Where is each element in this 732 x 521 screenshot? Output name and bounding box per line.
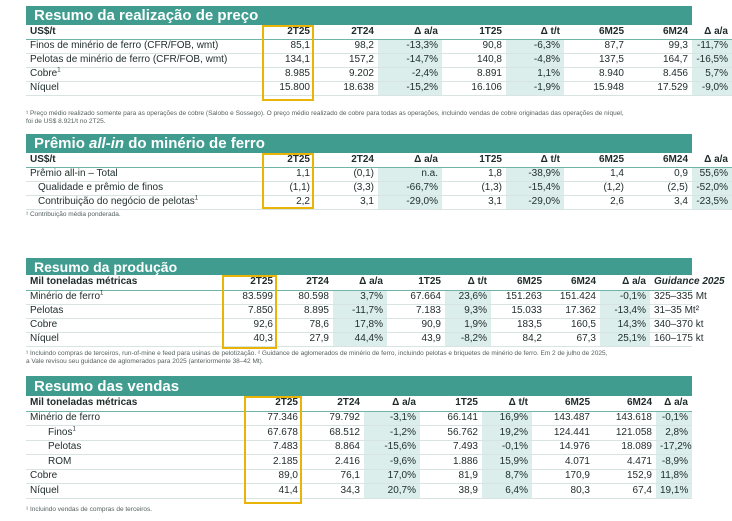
premium-cell: -38,9% bbox=[506, 167, 564, 181]
sales-cell: 66.141 bbox=[420, 411, 482, 426]
premium-cell: -29,0% bbox=[378, 195, 442, 209]
sales-row-label: ROM bbox=[26, 455, 244, 470]
sales-cell: 2.416 bbox=[302, 455, 364, 470]
sales-col-header: 6M25 bbox=[532, 396, 594, 411]
premium-cell: -66,7% bbox=[378, 181, 442, 195]
premium-row bbox=[26, 195, 732, 209]
price-cell: 17.529 bbox=[628, 81, 692, 95]
production-cell: -13,4% bbox=[600, 304, 650, 318]
premium-cell: 55,6% bbox=[692, 167, 732, 181]
premium-row bbox=[26, 181, 732, 195]
sales-cell: 143.618 bbox=[594, 411, 656, 426]
sales-cell: 8,7% bbox=[482, 469, 532, 484]
premium-cell: 1,4 bbox=[564, 167, 628, 181]
sales-title bbox=[26, 376, 692, 396]
sales-row bbox=[26, 440, 692, 455]
price-footnote bbox=[26, 110, 692, 126]
production-cell: -11,7% bbox=[333, 304, 387, 318]
production-cell: 8.895 bbox=[277, 304, 333, 318]
production-col-header: Guidance 2025 bbox=[650, 275, 692, 290]
premium-col-header: Δ t/t bbox=[506, 153, 564, 167]
sales-cell: 81,9 bbox=[420, 469, 482, 484]
sales-cell: 77.346 bbox=[244, 411, 302, 426]
production-cell: 44,4% bbox=[333, 332, 387, 346]
price-cell: 137,5 bbox=[564, 53, 628, 67]
premium-header-row bbox=[26, 153, 732, 167]
premium-footnote-line1: ¹ Contribuição média ponderada. bbox=[26, 211, 121, 218]
price-cell: -13,3% bbox=[378, 39, 442, 53]
production-cell: -0,1% bbox=[600, 290, 650, 304]
sales-title-text: Resumo das vendas bbox=[34, 377, 180, 395]
premium-cell: (1,3) bbox=[442, 181, 506, 195]
sales-cell: 38,9 bbox=[420, 484, 482, 499]
price-cell: 140,8 bbox=[442, 53, 506, 67]
production-cell: 183,5 bbox=[491, 318, 546, 332]
price-cell: 18.638 bbox=[314, 81, 378, 95]
sales-cell: 170,9 bbox=[532, 469, 594, 484]
sales-row-label: Níquel bbox=[26, 484, 244, 499]
production-row bbox=[26, 318, 692, 332]
sales-footnote bbox=[26, 506, 692, 514]
production-cell: 40,3 bbox=[222, 332, 277, 346]
sales-cell: -3,1% bbox=[364, 411, 420, 426]
production-cell: 15.033 bbox=[491, 304, 546, 318]
production-cell: 7.183 bbox=[387, 304, 445, 318]
premium-col-header: 6M25 bbox=[564, 153, 628, 167]
premium-col-header: Δ a/a bbox=[692, 153, 732, 167]
production-col-header: 6M25 bbox=[491, 275, 546, 290]
premium-title-em: all-in bbox=[89, 135, 125, 152]
production-row-label: Minério de ferro$^1$ bbox=[26, 290, 222, 304]
sales-cell: 143.487 bbox=[532, 411, 594, 426]
price-cell: 8.940 bbox=[564, 67, 628, 81]
price-cell: -1,9% bbox=[506, 81, 564, 95]
production-cell: 9,3% bbox=[445, 304, 491, 318]
price-cell: -14,7% bbox=[378, 53, 442, 67]
sales-cell: -17,2% bbox=[656, 440, 692, 455]
sales-cell: 68.512 bbox=[302, 426, 364, 441]
production-cell: 1,9% bbox=[445, 318, 491, 332]
price-title bbox=[26, 6, 692, 25]
premium-table bbox=[26, 153, 732, 210]
production-col-header: Mil toneladas métricas bbox=[26, 275, 222, 290]
sales-cell: -9,6% bbox=[364, 455, 420, 470]
sales-cell: 2.185 bbox=[244, 455, 302, 470]
premium-row-label: Contribuição do negócio de pelotas$^1$ bbox=[26, 195, 262, 209]
sales-cell: 15,9% bbox=[482, 455, 532, 470]
premium-cell: n.a. bbox=[378, 167, 442, 181]
production-col-header: 2T24 bbox=[277, 275, 333, 290]
production-cell: 25,1% bbox=[600, 332, 650, 346]
sales-cell: 121.058 bbox=[594, 426, 656, 441]
sales-cell: 67,4 bbox=[594, 484, 656, 499]
sales-col-header: Δ a/a bbox=[364, 396, 420, 411]
price-footnote-line2: foi de US$ 8.921/t no 2T25. bbox=[26, 118, 106, 125]
production-cell: 325–335 Mt bbox=[650, 290, 692, 304]
production-cell: 160,5 bbox=[546, 318, 600, 332]
sales-cell: 2,8% bbox=[656, 426, 692, 441]
sales-cell: 6,4% bbox=[482, 484, 532, 499]
price-table bbox=[26, 25, 732, 96]
price-cell: 8.985 bbox=[262, 67, 314, 81]
price-cell: 99,3 bbox=[628, 39, 692, 53]
price-col-header: 2T25 bbox=[262, 25, 314, 39]
price-section bbox=[26, 6, 728, 96]
production-col-header: Δ a/a bbox=[333, 275, 387, 290]
premium-cell: 1,8 bbox=[442, 167, 506, 181]
sales-row-label: Minério de ferro bbox=[26, 411, 244, 426]
premium-cell: 1,1 bbox=[262, 167, 314, 181]
production-cell: 160–175 kt bbox=[650, 332, 692, 346]
price-cell: 87,7 bbox=[564, 39, 628, 53]
sales-cell: 11,8% bbox=[656, 469, 692, 484]
production-row-label: Pelotas bbox=[26, 304, 222, 318]
sales-col-header: 2T24 bbox=[302, 396, 364, 411]
price-cell: 16.106 bbox=[442, 81, 506, 95]
production-cell: 17,8% bbox=[333, 318, 387, 332]
premium-col-header: 6M24 bbox=[628, 153, 692, 167]
sales-cell: 20,7% bbox=[364, 484, 420, 499]
sales-cell: -15,6% bbox=[364, 440, 420, 455]
sales-cell: 7.493 bbox=[420, 440, 482, 455]
price-row-label: Pelotas de minério de ferro (CFR/FOB, wmt) bbox=[26, 53, 262, 67]
production-cell: 23,6% bbox=[445, 290, 491, 304]
production-cell: 83.599 bbox=[222, 290, 277, 304]
price-cell: 9.202 bbox=[314, 67, 378, 81]
sales-cell: 41,4 bbox=[244, 484, 302, 499]
production-section bbox=[26, 258, 725, 347]
sales-cell: 8.864 bbox=[302, 440, 364, 455]
price-row-label: Finos de minério de ferro (CFR/FOB, wmt) bbox=[26, 39, 262, 53]
price-cell: 98,2 bbox=[314, 39, 378, 53]
price-cell: -2,4% bbox=[378, 67, 442, 81]
sales-cell: 67.678 bbox=[244, 426, 302, 441]
sales-cell: -1,2% bbox=[364, 426, 420, 441]
price-cell: -6,3% bbox=[506, 39, 564, 53]
sales-col-header: Δ a/a bbox=[656, 396, 692, 411]
price-col-header: 2T24 bbox=[314, 25, 378, 39]
production-col-header: 2T25 bbox=[222, 275, 277, 290]
price-cell: 5,7% bbox=[692, 67, 732, 81]
sales-header-row bbox=[26, 396, 692, 411]
price-row bbox=[26, 53, 732, 67]
production-cell: 43,9 bbox=[387, 332, 445, 346]
production-row-footnote-mark: 1 bbox=[100, 290, 104, 297]
production-cell: 84,2 bbox=[491, 332, 546, 346]
production-cell: 90,9 bbox=[387, 318, 445, 332]
price-title-text: Resumo da realização de preço bbox=[34, 7, 259, 24]
sales-cell: 16,9% bbox=[482, 411, 532, 426]
production-cell: 340–370 kt bbox=[650, 318, 692, 332]
production-cell: 7.850 bbox=[222, 304, 277, 318]
premium-cell: -15,4% bbox=[506, 181, 564, 195]
production-title bbox=[26, 258, 692, 275]
price-cell: 1,1% bbox=[506, 67, 564, 81]
premium-col-header: US$/t bbox=[26, 153, 262, 167]
sales-cell: 76,1 bbox=[302, 469, 364, 484]
price-cell: 90,8 bbox=[442, 39, 506, 53]
sales-col-header: 6M24 bbox=[594, 396, 656, 411]
price-row-label: Cobre$^1$ bbox=[26, 67, 262, 81]
production-cell: 151.424 bbox=[546, 290, 600, 304]
sales-row-label: Pelotas bbox=[26, 440, 244, 455]
premium-cell: 3,1 bbox=[442, 195, 506, 209]
price-cell: -16,5% bbox=[692, 53, 732, 67]
price-cell: 164,7 bbox=[628, 53, 692, 67]
sales-cell: 19,1% bbox=[656, 484, 692, 499]
sales-cell: 14.976 bbox=[532, 440, 594, 455]
sales-cell: 19,2% bbox=[482, 426, 532, 441]
sales-cell: 18.089 bbox=[594, 440, 656, 455]
premium-row bbox=[26, 167, 732, 181]
production-col-header: 6M24 bbox=[546, 275, 600, 290]
production-footnote-line2: a Vale revisou seu guidance de aglomerados para 2025 (anteriormente 38–42 Mt). bbox=[26, 358, 264, 365]
production-cell: 31–35 Mt² bbox=[650, 304, 692, 318]
premium-cell: -23,5% bbox=[692, 195, 732, 209]
production-row bbox=[26, 290, 692, 304]
sales-cell: 124.441 bbox=[532, 426, 594, 441]
price-col-header: Δ a/a bbox=[692, 25, 732, 39]
production-cell: 14,3% bbox=[600, 318, 650, 332]
production-row-label: Cobre bbox=[26, 318, 222, 332]
production-cell: 92,6 bbox=[222, 318, 277, 332]
production-cell: 27,9 bbox=[277, 332, 333, 346]
premium-cell: (1,2) bbox=[564, 181, 628, 195]
sales-cell: 4.471 bbox=[594, 455, 656, 470]
production-row bbox=[26, 332, 692, 346]
sales-cell: 4.071 bbox=[532, 455, 594, 470]
price-col-header: 6M24 bbox=[628, 25, 692, 39]
price-cell: 85,1 bbox=[262, 39, 314, 53]
sales-row-label: Finos$^1$ bbox=[26, 426, 244, 441]
sales-col-header: 2T25 bbox=[244, 396, 302, 411]
sales-cell: 1.886 bbox=[420, 455, 482, 470]
price-row bbox=[26, 81, 732, 95]
price-cell: -4,8% bbox=[506, 53, 564, 67]
production-row bbox=[26, 304, 692, 318]
price-row-label: Níquel bbox=[26, 81, 262, 95]
sales-col-header: Δ t/t bbox=[482, 396, 532, 411]
sales-row bbox=[26, 484, 692, 499]
production-table bbox=[26, 275, 725, 347]
premium-row-label: Prêmio all-in – Total bbox=[26, 167, 262, 181]
premium-footnote bbox=[26, 211, 692, 219]
premium-cell: -29,0% bbox=[506, 195, 564, 209]
sales-table bbox=[26, 396, 692, 499]
price-col-header: Δ t/t bbox=[506, 25, 564, 39]
premium-cell: (2,5) bbox=[628, 181, 692, 195]
premium-title-post: do minério de ferro bbox=[124, 135, 265, 152]
production-footnote-line1: ¹ Incluindo compras de terceiros, run-of-mine e feed para usinas de pelotização. ² Guidance de aglomerados de minério de ferro, incluindo pelotas e briquetes de minério de ferro. Em 2 de julho de 2025, bbox=[26, 350, 608, 357]
sales-row bbox=[26, 469, 692, 484]
premium-cell: 0,9 bbox=[628, 167, 692, 181]
sales-cell: 152,9 bbox=[594, 469, 656, 484]
sales-col-header: Mil toneladas métricas bbox=[26, 396, 244, 411]
production-col-header: Δ t/t bbox=[445, 275, 491, 290]
sales-cell: 56.762 bbox=[420, 426, 482, 441]
sales-row bbox=[26, 411, 692, 426]
sales-cell: -0,1% bbox=[656, 411, 692, 426]
production-col-header: Δ a/a bbox=[600, 275, 650, 290]
price-col-header: 6M25 bbox=[564, 25, 628, 39]
production-row-label: Níquel bbox=[26, 332, 222, 346]
production-cell: 3,7% bbox=[333, 290, 387, 304]
price-col-header: Δ a/a bbox=[378, 25, 442, 39]
sales-cell: 89,0 bbox=[244, 469, 302, 484]
price-col-header: 1T25 bbox=[442, 25, 506, 39]
production-cell: 67.664 bbox=[387, 290, 445, 304]
production-cell: 78,6 bbox=[277, 318, 333, 332]
sales-cell: 34,3 bbox=[302, 484, 364, 499]
price-cell: 134,1 bbox=[262, 53, 314, 67]
sales-row-label: Cobre bbox=[26, 469, 244, 484]
sales-cell: -8,9% bbox=[656, 455, 692, 470]
production-cell: 17.362 bbox=[546, 304, 600, 318]
price-header-row bbox=[26, 25, 732, 39]
price-footnote-line1: ¹ Preço médio realizado somente para as operações de cobre (Salobo e Sossego). O preço médio realizado de cobre para todas as operações, incluindo vendas de cobre originadas das operações de níquel, bbox=[26, 110, 624, 117]
production-header-row bbox=[26, 275, 692, 290]
sales-cell: 80,3 bbox=[532, 484, 594, 499]
premium-title-pre: Prêmio bbox=[34, 135, 90, 152]
premium-cell: 2,6 bbox=[564, 195, 628, 209]
price-cell: 15.800 bbox=[262, 81, 314, 95]
price-cell: -11,7% bbox=[692, 39, 732, 53]
premium-col-header: Δ a/a bbox=[378, 153, 442, 167]
price-row bbox=[26, 39, 732, 53]
premium-col-header: 1T25 bbox=[442, 153, 506, 167]
premium-title bbox=[26, 134, 692, 153]
sales-section bbox=[26, 376, 692, 499]
price-cell: 15.948 bbox=[564, 81, 628, 95]
premium-cell: (0,1) bbox=[314, 167, 378, 181]
premium-col-header: 2T25 bbox=[262, 153, 314, 167]
price-cell: 8.456 bbox=[628, 67, 692, 81]
price-col-header: US$/t bbox=[26, 25, 262, 39]
price-row bbox=[26, 67, 732, 81]
production-cell: 80.598 bbox=[277, 290, 333, 304]
premium-cell: (3,3) bbox=[314, 181, 378, 195]
production-col-header: 1T25 bbox=[387, 275, 445, 290]
sales-cell: -0,1% bbox=[482, 440, 532, 455]
premium-section bbox=[26, 134, 728, 210]
production-cell: -8,2% bbox=[445, 332, 491, 346]
sales-row-footnote-mark: 1 bbox=[72, 426, 76, 433]
sales-footnote-line1: ¹ Incluindo vendas de compras de terceiros. bbox=[26, 506, 153, 513]
sales-row bbox=[26, 426, 692, 441]
sales-cell: 79.792 bbox=[302, 411, 364, 426]
price-cell: -15,2% bbox=[378, 81, 442, 95]
production-footnote bbox=[26, 350, 692, 366]
premium-cell: -52,0% bbox=[692, 181, 732, 195]
premium-col-header: 2T24 bbox=[314, 153, 378, 167]
sales-col-header: 1T25 bbox=[420, 396, 482, 411]
production-title-text: Resumo da produção bbox=[34, 258, 178, 275]
sales-cell: 7.483 bbox=[244, 440, 302, 455]
sales-cell: 17,0% bbox=[364, 469, 420, 484]
premium-cell: 2,2 bbox=[262, 195, 314, 209]
premium-row-label: Qualidade e prêmio de finos bbox=[26, 181, 262, 195]
premium-cell: 3,4 bbox=[628, 195, 692, 209]
premium-row-footnote-mark: 1 bbox=[194, 195, 199, 202]
production-cell: 151.263 bbox=[491, 290, 546, 304]
price-cell: -9,0% bbox=[692, 81, 732, 95]
price-cell: 8.891 bbox=[442, 67, 506, 81]
production-cell: 67,3 bbox=[546, 332, 600, 346]
price-cell: 157,2 bbox=[314, 53, 378, 67]
premium-cell: 3,1 bbox=[314, 195, 378, 209]
sales-row bbox=[26, 455, 692, 470]
price-row-footnote-mark: 1 bbox=[57, 67, 61, 74]
premium-cell: (1,1) bbox=[262, 181, 314, 195]
